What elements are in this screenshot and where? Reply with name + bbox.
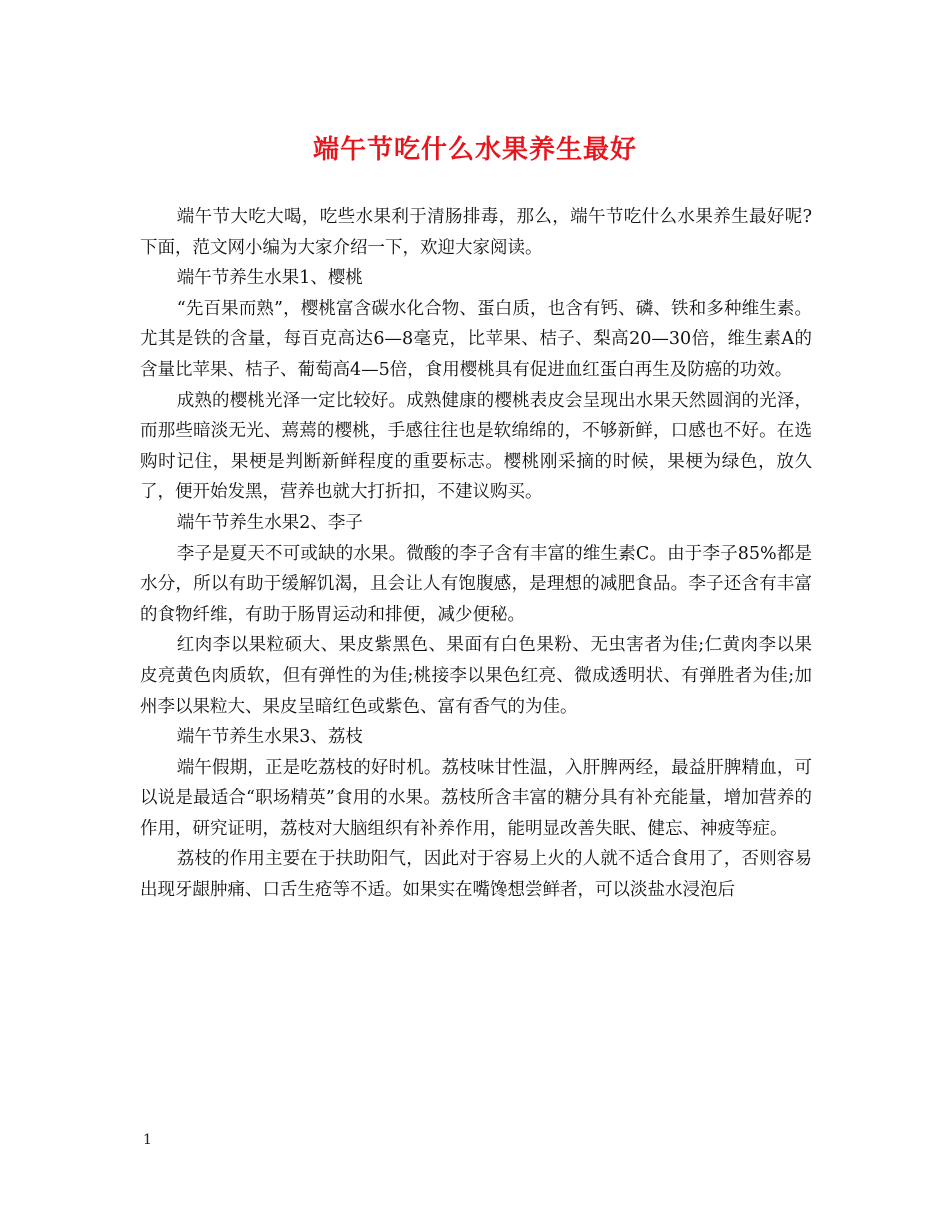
paragraph-cherry-nutrition: “先百果而熟”，樱桃富含碳水化合物、蛋白质，也含有钙、磷、铁和多种维生素。尤其是铁的含量，每百克高达6—8毫克，比苹果、桔子、梨高20—30倍，维生素A的含量比苹果、桔子、葡萄高4—5倍，食用樱桃具有促进血红蛋白再生及防癌的功效。 [140, 298, 812, 380]
section-heading-cherry: 端午节养生水果1、樱桃 [176, 268, 363, 289]
document-title: 端午节吃什么水果养生最好 [312, 135, 637, 165]
paragraph-intro: 端午节大吃大喝，吃些水果利于清肠排毒，那么，端午节吃什么水果养生最好呢?下面，范文网小编为大家介绍一下，欢迎大家阅读。 [140, 207, 812, 258]
section-heading-lychee: 端午节养生水果3、荔枝 [176, 727, 363, 748]
paragraph-lychee-benefits: 端午假期，正是吃荔枝的好时机。荔枝味甘性温，入肝脾两经，最益肝脾精血，可以说是最适合“职场精英”食用的水果。荔枝所含丰富的糖分具有补充能量，增加营养的作用，研究证明，荔枝对大脑组织有补养作用，能明显改善失眠、健忘、神疲等症。 [140, 757, 812, 839]
paragraph-plum-nutrition: 李子是夏天不可或缺的水果。微酸的李子含有丰富的维生素C。由于李子85%都是水分，所以有助于缓解饥渴，且会让人有饱腹感，是理想的减肥食品。李子还含有丰富的食物纤维，有助于肠胃运动和排便，减少便秘。 [140, 543, 812, 625]
paragraph-plum-selection: 红肉李以果粒硕大、果皮紫黑色、果面有白色果粉、无虫害者为佳;仁黄肉李以果皮亮黄色肉质软，但有弹性的为佳;桃接李以果色红亮、微成透明状、有弹胜者为佳;加州李以果粒大、果皮呈暗红色或紫色、富有香气的为佳。 [140, 635, 812, 717]
section-heading-plum: 端午节养生水果2、李子 [176, 512, 363, 533]
paragraph-lychee-caution: 荔枝的作用主要在于扶助阳气，因此对于容易上火的人就不适合食用了，否则容易出现牙龈肿痛、口舌生疮等不适。如果实在嘴馋想尝鲜者，可以淡盐水浸泡后 [140, 849, 812, 901]
page-number: 1 [143, 1132, 152, 1148]
document-body [140, 202, 812, 906]
paragraph-cherry-selection: 成熟的樱桃光泽一定比较好。成熟健康的樱桃表皮会呈现出水果天然圆润的光泽，而那些暗淡无光、蔫蔫的樱桃，手感往往也是软绵绵的，不够新鲜，口感也不好。在选购时记住，果梗是判断新鲜程度的重要标志。樱桃刚采摘的时候，果梗为绿色，放久了，便开始发黑，营养也就大打折扣，不建议购买。 [140, 390, 812, 503]
